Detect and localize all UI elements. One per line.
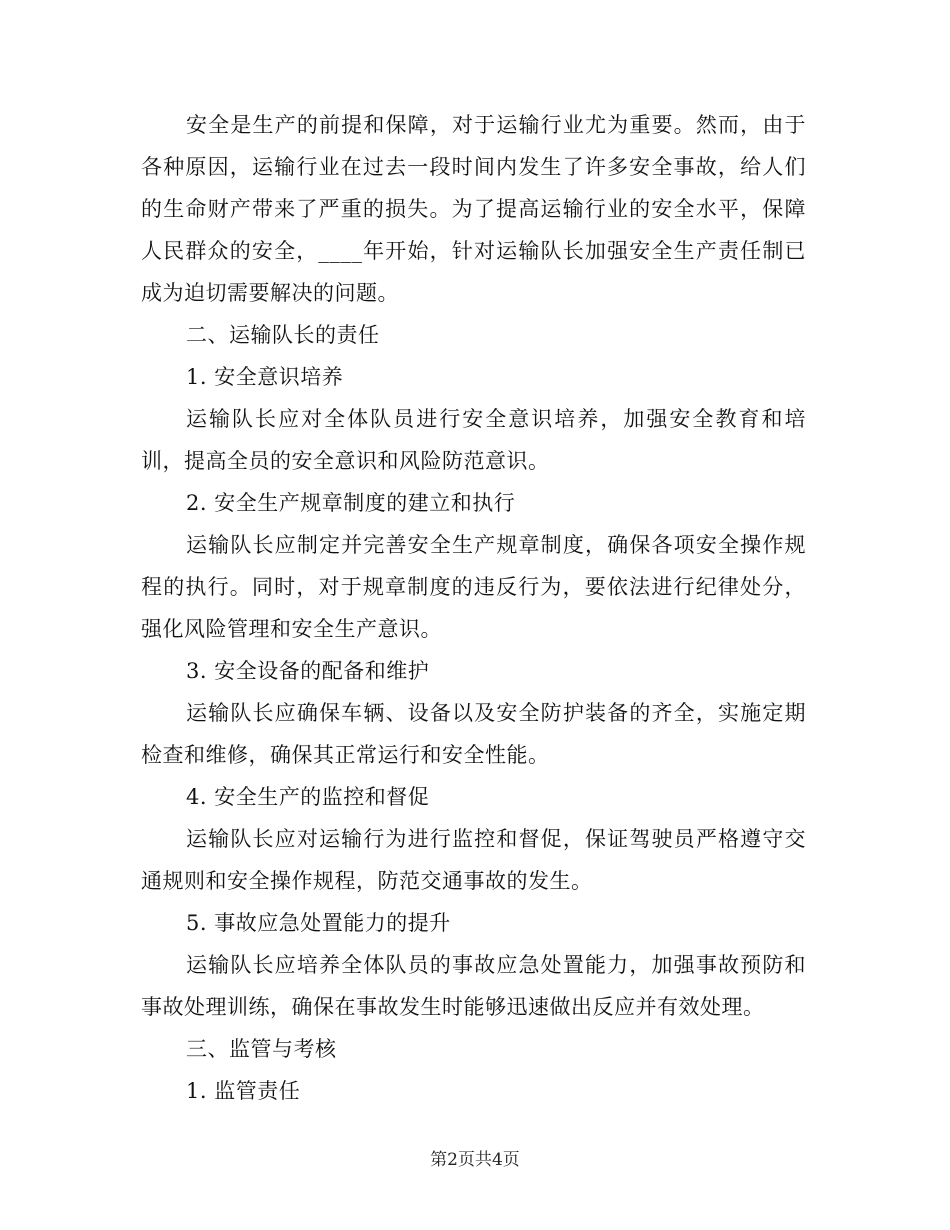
- document-body: [141, 104, 806, 1112]
- section-heading: 三、监管与考核: [186, 1037, 337, 1061]
- item-heading: 2. 安全生产规章制度的建立和执行: [186, 491, 516, 515]
- item-heading: 1. 监管责任: [186, 1079, 301, 1103]
- item-heading: 4. 安全生产的监控和督促: [186, 785, 430, 809]
- intro-paragraph: 安全是生产的前提和保障，对于运输行业尤为重要。然而，由于各种原因，运输行业在过去一段时间内发生了许多安全事故，给人们的生命财产带来了严重的损失。为了提高运输行业的安全水平，保障人民群众的安全，____年开始，针对运输队长加强安全生产责任制已成为迫切需要解决的问题。: [141, 113, 806, 305]
- item-paragraph: 运输队长应对运输行为进行监控和督促，保证驾驶员严格遵守交通规则和安全操作规程，防范交通事故的发生。: [141, 827, 806, 893]
- item-paragraph: 运输队长应对全体队员进行安全意识培养，加强安全教育和培训，提高全员的安全意识和风险防范意识。: [141, 407, 806, 473]
- item-paragraph: 运输队长应确保车辆、设备以及安全防护装备的齐全，实施定期检查和维修，确保其正常运行和安全性能。: [141, 701, 806, 767]
- item-heading: 1. 安全意识培养: [186, 365, 344, 389]
- section-heading: 二、运输队长的责任: [186, 323, 380, 347]
- item-heading: 3. 安全设备的配备和维护: [186, 659, 430, 683]
- item-heading: 5. 事故应急处置能力的提升: [186, 911, 451, 935]
- page-number: 第2页共4页: [430, 1150, 520, 1170]
- item-paragraph: 运输队长应制定并完善安全生产规章制度，确保各项安全操作规程的执行。同时，对于规章制度的违反行为，要依法进行纪律处分，强化风险管理和安全生产意识。: [141, 533, 806, 641]
- item-paragraph: 运输队长应培养全体队员的事故应急处置能力，加强事故预防和事故处理训练，确保在事故发生时能够迅速做出反应并有效处理。: [141, 953, 806, 1019]
